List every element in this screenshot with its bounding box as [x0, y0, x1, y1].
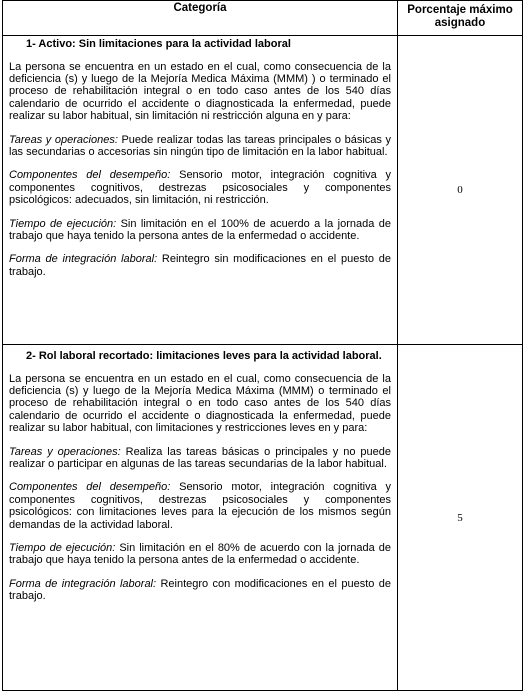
- header-category: Categoría: [3, 1, 398, 36]
- criterion-text: Sensorio motor, integración cognitiva y componentes cognitivos, destrezas psicosociales y componentes psicológicos: con limitaciones leves para la ejecución de los mismos según demandas de la actividad laboral.: [9, 481, 391, 531]
- criterion-label: Componentes del desempeño:: [9, 481, 171, 494]
- criterion-performance: [9, 481, 391, 531]
- criterion-performance: [9, 169, 391, 206]
- category-title: 1- Activo: Sin limitaciones para la actividad laboral: [26, 38, 291, 50]
- disability-category-table: [2, 0, 523, 691]
- criterion-label: Forma de integración laboral:: [9, 577, 157, 590]
- table-row: [3, 345, 523, 691]
- criterion-label: Tiempo de ejecución:: [9, 542, 116, 555]
- criterion-tasks: [9, 446, 391, 471]
- criterion-label: Componentes del desempeño:: [9, 169, 171, 182]
- criterion-integration: [9, 253, 391, 278]
- category-intro: La persona se encuentra en un estado en el cual, como consecuencia de la deficiencia (s) y luego de la Mejoría Medica Máxima (MMM) o terminado el proceso de rehabilitación integral o en todo caso antes de los 540 días calendario de ocurrido el accidente o diagnosticada la enfermedad, puede realizar su labor habitual, con limitaciones y restricciones leves en y para:: [9, 372, 391, 435]
- criterion-label: Forma de integración laboral:: [9, 253, 158, 266]
- criterion-label: Tareas y operaciones:: [9, 133, 118, 146]
- criterion-text: Reintegro sin modificaciones en el puesto de trabajo.: [9, 253, 392, 278]
- percentage-cell: 5: [398, 345, 523, 691]
- criterion-integration: [9, 578, 391, 603]
- category-title: 2- Rol laboral recortado: limitaciones leves para la actividad laboral.: [26, 350, 382, 362]
- header-percentage: Porcentaje máximo asignado: [398, 1, 523, 36]
- criterion-text: Sin limitación en el 80% de acuerdo con la jornada de trabajo que haya tenido la persona antes de la enfermedad o accidente.: [9, 542, 391, 567]
- category-intro: La persona se encuentra en un estado en el cual, como consecuencia de la deficiencia (s) y luego de la Mejoría Medica Máxima (MMM) ) o terminado el proceso de rehabilitación integral o en todo caso antes de los 540 días calendario de ocurrido el accidente o diagnosticada la enfermedad, puede realizar su labor habitual, sin limitación ni restricción alguna en y para:: [9, 60, 391, 123]
- criterion-tasks: [9, 134, 391, 159]
- category-cell: [3, 345, 398, 691]
- criterion-text: Realiza las tareas básicas o principales y no puede realizar o participar en algunas de las tareas secundarias de la labor habitual.: [9, 445, 391, 471]
- criterion-label: Tiempo de ejecución:: [9, 217, 117, 230]
- criterion-time: [9, 218, 391, 243]
- criterion-text: Puede realizar todas las tareas principales o básicas y las secundarias o accesorias sin ningún tipo de limitación en la labor habitual.: [9, 133, 391, 159]
- percentage-cell: 0: [398, 36, 523, 345]
- criterion-text: Reintegro con modificaciones en el puesto de trabajo.: [9, 577, 391, 603]
- criterion-text: Sensorio motor, integración cognitiva y componentes cognitivos, destrezas psicosociales y componentes psicológicos: adecuados, sin limitación, ni restricción.: [9, 169, 391, 207]
- criterion-text: Sin limitación en el 100% de acuerdo a la jornada de trabajo que haya tenido la persona antes de la enfermedad o accidente.: [9, 217, 391, 243]
- criterion-label: Tareas y operaciones:: [9, 445, 121, 458]
- table-header-row: [3, 1, 523, 36]
- table-row: [3, 36, 523, 345]
- category-cell: [3, 36, 398, 345]
- criterion-time: [9, 542, 391, 567]
